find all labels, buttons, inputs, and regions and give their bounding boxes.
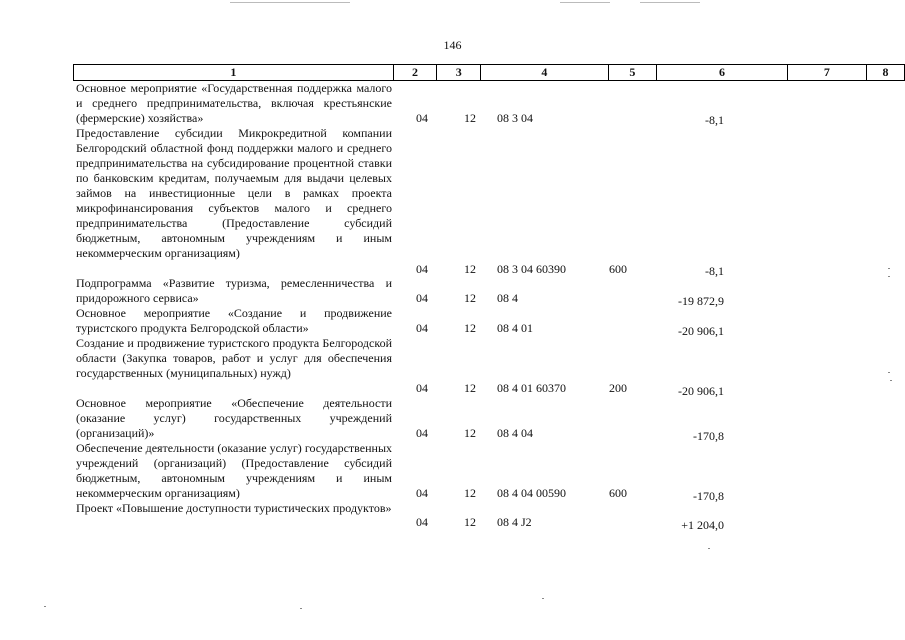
row-2-description: Предоставление субсидии Микрокредитной компании Белгородский областной фонд поддержки малого и среднего предпринимательства на субсидирование процентной ставки по банковским кредитам, получаемым для выдачи целевых займов на инвестиционные цели в рамках проекта микрофинансирования субъектов малого и среднего предпринимательства (Предоставление субсидий бюджетным, автономным учреждениям и иным некоммерческим организациям) xyxy=(76,126,392,260)
row-6-col-3: 12 xyxy=(464,426,476,440)
row-3-col-2: 04 xyxy=(416,291,428,305)
row-2-col-5: 600 xyxy=(609,262,627,276)
scan-speck xyxy=(888,268,890,269)
row-6-col-2: 04 xyxy=(416,426,428,440)
row-7-col-2: 04 xyxy=(416,486,428,500)
scan-speck xyxy=(542,598,544,599)
row-4-col-2: 04 xyxy=(416,321,428,335)
scan-speck xyxy=(44,606,46,607)
scan-speck xyxy=(888,372,890,373)
row-1-col-6: -8,1 xyxy=(705,113,724,127)
scan-artifact-line xyxy=(230,2,350,3)
scan-speck xyxy=(890,380,892,381)
header-col-7: 7 xyxy=(787,65,866,81)
row-7-col-5: 600 xyxy=(609,486,627,500)
header-col-2: 2 xyxy=(393,65,437,81)
scan-artifact-line xyxy=(560,2,610,3)
row-2-col-2: 04 xyxy=(416,262,428,276)
row-5-col-6: -20 906,1 xyxy=(678,384,724,398)
header-col-1: 1 xyxy=(74,65,394,81)
header-col-8: 8 xyxy=(867,65,905,81)
header-col-4: 4 xyxy=(481,65,609,81)
row-3-description: Подпрограмма «Развитие туризма, ремесленничества и придорожного сервиса» xyxy=(76,276,392,305)
page-number: 146 xyxy=(443,38,462,52)
row-8-col-4: 08 4 J2 xyxy=(497,515,532,529)
row-8-col-2: 04 xyxy=(416,515,428,529)
row-3-col-6: -19 872,9 xyxy=(678,294,724,308)
row-1-col-3: 12 xyxy=(464,111,476,125)
scan-speck xyxy=(300,608,302,609)
row-1-col-2: 04 xyxy=(416,111,428,125)
scan-artifact-line xyxy=(640,2,700,3)
row-5-col-4: 08 4 01 60370 xyxy=(497,381,566,395)
row-7-col-6: -170,8 xyxy=(693,489,724,503)
row-5-col-2: 04 xyxy=(416,381,428,395)
row-7-description: Обеспечение деятельности (оказание услуг) государственных учреждений (организаций) (Предоставление субсидий бюджетным, автономным учреждениям и иным некоммерческим организациям) xyxy=(76,441,392,500)
row-2-col-3: 12 xyxy=(464,262,476,276)
row-4-col-6: -20 906,1 xyxy=(678,324,724,338)
row-7-col-3: 12 xyxy=(464,486,476,500)
row-4-col-3: 12 xyxy=(464,321,476,335)
row-3-col-3: 12 xyxy=(464,291,476,305)
row-4-col-4: 08 4 01 xyxy=(497,321,533,335)
row-2-col-6: -8,1 xyxy=(705,264,724,278)
header-col-3: 3 xyxy=(437,65,481,81)
row-5-col-3: 12 xyxy=(464,381,476,395)
row-5-col-5: 200 xyxy=(609,381,627,395)
row-5-description: Создание и продвижение туристского продукта Белгородской области (Закупка товаров, работ и услуг для обеспечения государственных (муниципальных) нужд) xyxy=(76,336,392,380)
row-8-col-3: 12 xyxy=(464,515,476,529)
row-4-description: Основное мероприятие «Создание и продвижение туристского продукта Белгородской области» xyxy=(76,306,392,335)
row-1-description: Основное мероприятие «Государственная поддержка малого и среднего предпринимательства, включая крестьянские (фермерские) хозяйства» xyxy=(76,81,392,125)
scan-speck xyxy=(708,548,710,549)
column-header-row xyxy=(73,64,905,81)
header-col-6: 6 xyxy=(657,65,788,81)
row-3-col-4: 08 4 xyxy=(497,291,518,305)
row-6-col-4: 08 4 04 xyxy=(497,426,533,440)
row-2-col-4: 08 3 04 60390 xyxy=(497,262,566,276)
row-1-col-4: 08 3 04 xyxy=(497,111,533,125)
row-6-description: Основное мероприятие «Обеспечение деятельности (оказание услуг) государственных учреждений (организаций)» xyxy=(76,396,392,440)
row-7-col-4: 08 4 04 00590 xyxy=(497,486,566,500)
header-col-5: 5 xyxy=(608,65,657,81)
row-6-col-6: -170,8 xyxy=(693,429,724,443)
row-8-description: Проект «Повышение доступности туристических продуктов» xyxy=(76,501,392,515)
scan-speck xyxy=(888,276,890,277)
row-8-col-6: +1 204,0 xyxy=(681,518,724,532)
